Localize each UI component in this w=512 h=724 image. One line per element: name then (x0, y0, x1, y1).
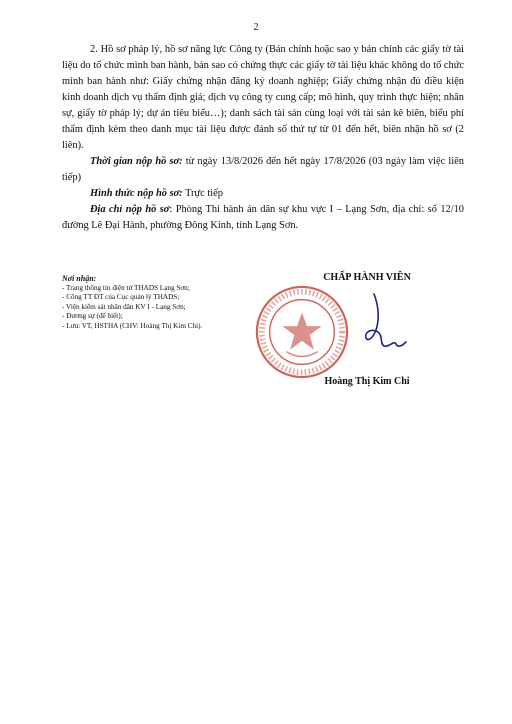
recipients-block (62, 274, 282, 332)
recipient-item: - Cổng TT ĐT của Cục quản lý THADS; (62, 293, 180, 302)
signer-name: Hoàng Thị Kim Chi (324, 376, 410, 387)
recipient-item: - Viện kiểm sát nhân dân KV I - Lạng Sơn; (62, 302, 186, 311)
submission-address-text: : Phòng Thi hành án dân sự khu vực I – Lạng Sơn, địa chỉ: số 12/10 đường Lê Đại Hành, phường Đông Kinh, tỉnh Lạng Sơn. (62, 204, 464, 231)
handwritten-signature (322, 292, 422, 352)
recipients-title: Nơi nhận: (62, 274, 97, 283)
submission-method-label: Hình thức nộp hồ sơ: (90, 188, 183, 199)
signer-title: CHẤP HÀNH VIÊN (323, 272, 411, 283)
recipient-item: - Đương sự (để biết); (62, 312, 123, 321)
recipient-item: - Lưu: VT, HSTHA (CHV: Hoàng Thị Kim Chi). (62, 321, 203, 330)
body-text (62, 42, 464, 234)
paragraph-submission-method (62, 186, 464, 202)
submission-time-text: từ ngày 13/8/2026 đến hết ngày 17/8/2026 (03 ngày làm việc liên tiếp) (62, 156, 464, 183)
paragraph-submission-time (62, 154, 464, 186)
paragraph-legal-documents: 2. Hồ sơ pháp lý, hồ sơ năng lực Công ty (Bản chính hoặc sao y bản chính các giấy tờ tài liệu do tổ chức mình ban hành, bản sao có chứng thực các giấy tờ tài liệu khác không do tổ chức mình ban hành như: Giấy chứng nhận đăng ký doanh nghiệp; Giấy chứng nhận đủ điều kiện kinh doanh dịch vụ thẩm định giá; dịch vụ công ty cung cấp; mô hình, quy trình thực hiện; nhân sự, giấy tờ pháp lý; dự án tiêu biểu…); danh sách tài sản cùng loại với tài sản kê biên, biểu phí thẩm định kèm theo danh mục tài liệu được đánh số thứ tự từ 01 đến hết, biên nhận hồ sơ (2 liên). (62, 44, 464, 151)
recipient-item: - Trang thông tin điện tử THADS Lạng Sơn; (62, 283, 190, 292)
submission-address-label: Địa chỉ nộp hồ sơ (90, 204, 170, 215)
submission-time-label: Thời gian nộp hồ sơ: (90, 156, 183, 167)
submission-method-text: Trực tiếp (182, 188, 223, 199)
page-number: 2 (253, 22, 259, 33)
paragraph-submission-address (62, 202, 464, 234)
